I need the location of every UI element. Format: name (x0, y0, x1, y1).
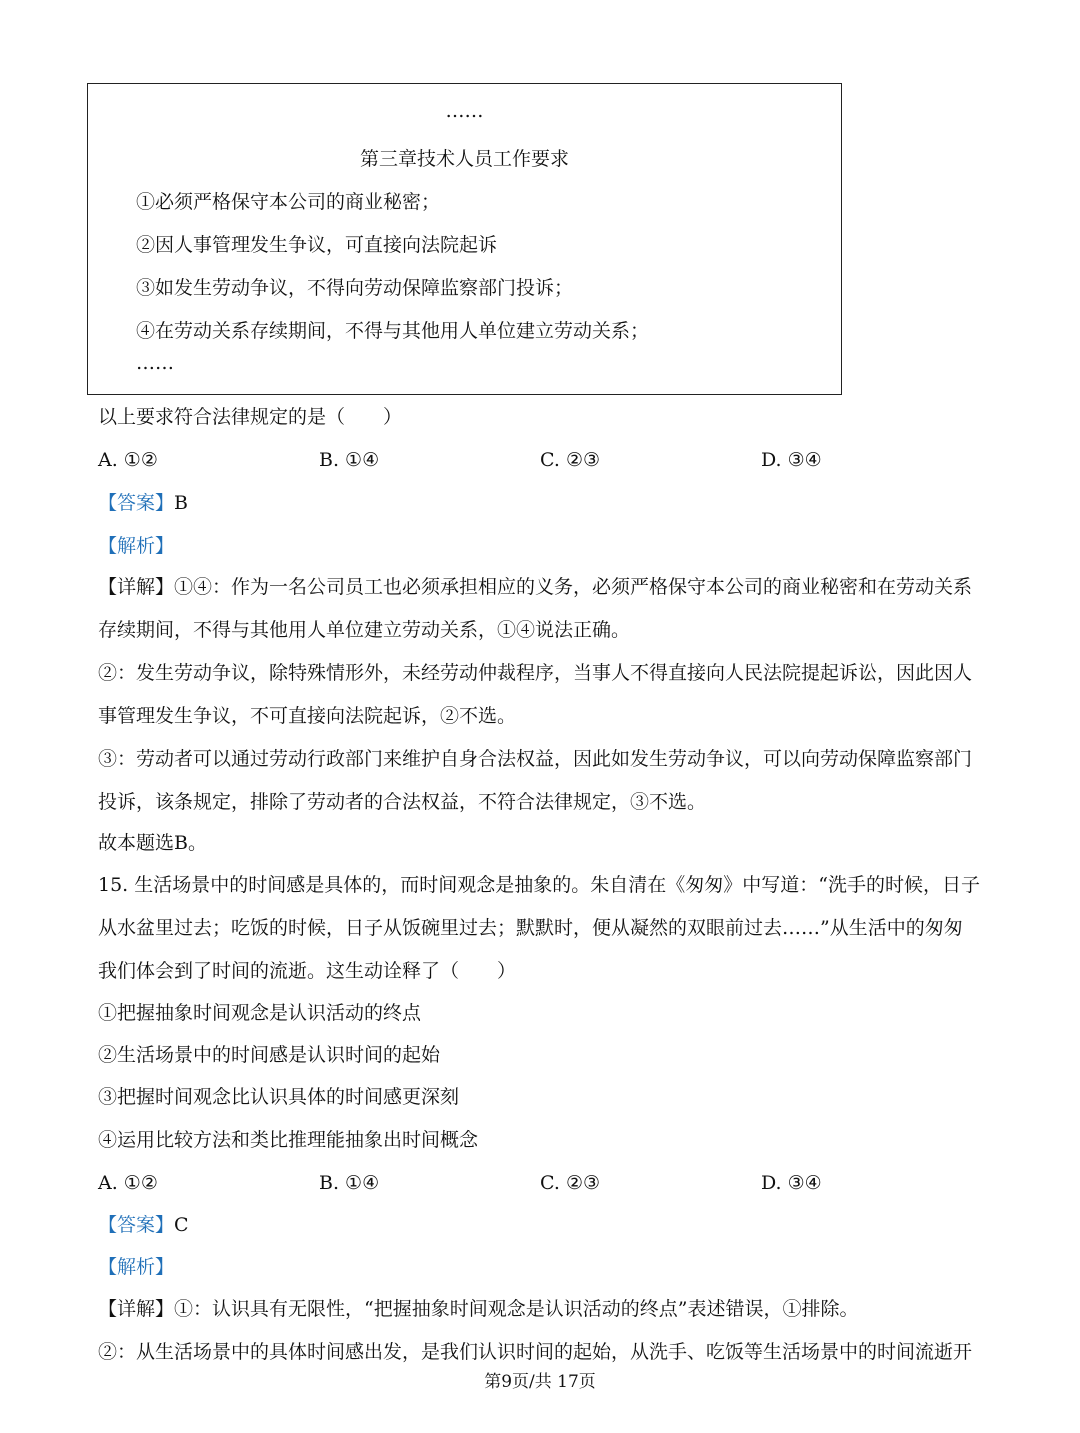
box-item: ②因人事管理发生争议，可直接向法院起诉 (136, 234, 498, 256)
box-item: ①必须严格保守本公司的商业秘密； (136, 191, 441, 213)
q15-statement: ④运用比较方法和类比推理能抽象出时间概念 (98, 1129, 479, 1151)
q15-statement: ①把握抽象时间观念是认识活动的终点 (98, 1002, 422, 1024)
q15-answer (98, 1216, 189, 1235)
q14-stem: 以上要求符合法律规定的是（ ） (98, 406, 403, 428)
answer-value: B (174, 492, 188, 514)
box-item: ④在劳动关系存续期间，不得与其他用人单位建立劳动关系； (136, 320, 650, 342)
q14-option-d: D. ③④ (761, 449, 822, 471)
q15-detail-line: ②：从生活场景中的具体时间感出发，是我们认识时间的起始，从洗手、吃饭等生活场景中的时间流逝开 (98, 1341, 973, 1363)
answer-tag: 【答案】 (98, 492, 175, 514)
q15-detail-line (98, 1300, 858, 1319)
q15-stem-line: 从水盆里过去；吃饭的时候，日子从饭碗里过去；默默时，便从凝然的双眼前过去……”从生活中的匆匆 (98, 917, 963, 939)
q15-analysis-tag: 【解析】 (98, 1256, 175, 1278)
q14-option-c: C. ②③ (540, 449, 601, 471)
q15-stem-line: 我们体会到了时间的流逝。这生动诠释了（ ） (98, 960, 517, 982)
detail-text: ①④：作为一名公司员工也必须承担相应的义务，必须严格保守本公司的商业秘密和在劳动关系 (174, 576, 973, 598)
page-footer: 第9页/共 17页 (484, 1372, 596, 1392)
q14-conclusion: 故本题选B。 (98, 832, 207, 854)
detail-tag: 【详解】 (98, 1298, 175, 1320)
q15-option-c: C. ②③ (540, 1172, 601, 1194)
q15-option-b: B. ①④ (319, 1172, 380, 1194)
q14-option-a: A. ①② (98, 449, 158, 471)
q14-detail-line: ②：发生劳动争议，除特殊情形外，未经劳动仲裁程序，当事人不得直接向人民法院提起诉讼，因此因人 (98, 662, 973, 684)
q14-detail-line: 存续期间，不得与其他用人单位建立劳动关系，①④说法正确。 (98, 619, 631, 641)
q14-detail-line: ③：劳动者可以通过劳动行政部门来维护自身合法权益，因此如发生劳动争议，可以向劳动保障监察部门 (98, 748, 973, 770)
chapter-title: 第三章技术人员工作要求 (359, 148, 569, 170)
q15-statement: ③把握时间观念比认识具体的时间感更深刻 (98, 1086, 460, 1108)
q14-option-b: B. ①④ (319, 449, 380, 471)
q14-detail-line (98, 578, 972, 597)
q14-analysis-tag: 【解析】 (98, 535, 175, 557)
detail-text: ①：认识具有无限性，“把握抽象时间观念是认识活动的终点”表述错误，①排除。 (174, 1298, 859, 1320)
q15-option-d: D. ③④ (761, 1172, 822, 1194)
detail-tag: 【详解】 (98, 576, 175, 598)
q15-stem-line: 15. 生活场景中的时间感是具体的，而时间观念是抽象的。朱自清在《匆匆》中写道：“洗手的时候，日子 (98, 874, 980, 896)
material-box (87, 83, 842, 395)
q15-statement: ②生活场景中的时间感是认识时间的起始 (98, 1044, 441, 1066)
q15-option-a: A. ①② (98, 1172, 158, 1194)
answer-tag: 【答案】 (98, 1214, 175, 1236)
box-item: ③如发生劳动争议，不得向劳动保障监察部门投诉； (136, 277, 574, 299)
q14-detail-line: 投诉，该条规定，排除了劳动者的合法权益，不符合法律规定，③不选。 (98, 791, 707, 813)
box-ellipsis-top: …… (445, 100, 484, 122)
q14-answer (98, 494, 188, 513)
box-ellipsis-bottom: …… (136, 352, 174, 374)
answer-value: C (174, 1214, 189, 1236)
q14-detail-line: 事管理发生争议，不可直接向法院起诉，②不选。 (98, 705, 517, 727)
